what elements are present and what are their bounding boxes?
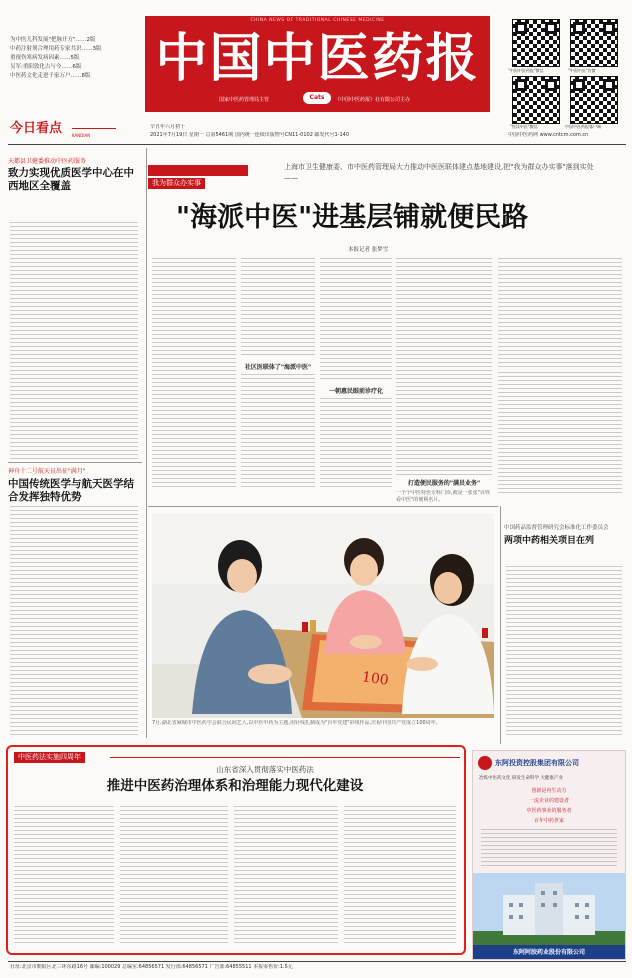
ad-bottom: 东阿阿胶药业股份有限公司 — [512, 949, 585, 956]
ad-line: 中医药事业的服务者 — [526, 808, 572, 814]
qr-label: "中国中医药报"微信 — [508, 68, 544, 73]
column-divider — [146, 148, 147, 738]
lead-tag — [148, 165, 248, 176]
body-text — [241, 374, 315, 490]
masthead-sponsor: 国家中医药管理局主管 — [219, 97, 270, 103]
qr-code-icon — [512, 76, 560, 124]
today-label-en: KANDIAN — [72, 133, 91, 138]
photo-caption: 7月,湖北省麻城市中医药学会联合民间艺人,以中医中药为主题,用针线扎制成为"百年党建"彩线作品,庆祝中国共产党成立100周年。 — [152, 720, 441, 726]
today-index — [10, 36, 140, 81]
ad-line: 百年中药世家 — [533, 818, 564, 824]
ad-body-text — [481, 829, 617, 869]
ad-slogan: 大健康产业 — [540, 776, 563, 781]
body-text — [120, 806, 228, 946]
body-text — [152, 258, 236, 490]
ad-logo-icon — [478, 756, 492, 770]
lead-note: 一个个中医特色专科门诊,就是一张张"百姓看中医"的便利名片。 — [396, 490, 490, 503]
right-brief — [504, 524, 624, 548]
lunar-date: 辛丑年六月初十 — [150, 124, 186, 130]
qr-label: 中国中医药报客户端 — [565, 124, 601, 129]
story-kicker: 神舟十二号航天员出征"满月" — [8, 468, 86, 475]
body-text — [506, 566, 622, 738]
feature-kicker: 山东省深入贯彻落实中医药法 — [216, 765, 314, 774]
ad-company: 东阿投资控股集团有限公司 — [495, 759, 579, 767]
index-item[interactable]: 为中医儿科发展"把脉开方"……2版 — [10, 37, 96, 43]
ad-slogan: 研发生命科学 — [511, 776, 539, 781]
divider — [8, 462, 142, 463]
masthead-title: 中国中医药报 — [155, 28, 480, 89]
news-photo — [152, 514, 494, 718]
website: 中国中医药网 www.cntcm.com.cn — [508, 132, 589, 138]
body-text — [344, 806, 456, 946]
index-item[interactable]: 吴军:重阳敦化古与今……6版 — [10, 64, 82, 70]
body-text — [234, 806, 338, 946]
brief-kicker: 中国药品监督管理研究会标准化工作委员会 — [504, 525, 609, 531]
ad-line: 创新是内生动力 — [531, 788, 567, 794]
divider — [72, 128, 116, 129]
index-item[interactable]: 中药注射剂合理用药专家共识……3版 — [10, 46, 102, 52]
body-text — [10, 506, 138, 738]
body-text — [241, 258, 315, 358]
index-item[interactable]: 中医药文化走进千家万户……8版 — [10, 73, 91, 79]
divider — [110, 757, 460, 758]
lead-subhead: 社区医联体了"海派中医" — [244, 364, 312, 371]
body-text — [10, 222, 138, 460]
body-text — [320, 258, 392, 382]
svg-text:100: 100 — [360, 669, 390, 689]
body-text — [498, 372, 622, 494]
lead-subhead: 一朝惠民眼前诊疗化 — [328, 388, 383, 395]
body-text — [396, 258, 492, 476]
body-text — [498, 258, 622, 368]
masthead-publisher: 《中国中医药报》社有限公司主办 — [335, 97, 411, 103]
masthead-banner — [145, 16, 490, 112]
ad-slogans — [479, 775, 619, 781]
lead-byline: 本报记者 张梦雪 — [348, 247, 389, 253]
lead-subhead: 打造便民服务的"满员业务" — [407, 480, 481, 487]
ad-line: 一流企业的建设者 — [528, 798, 569, 804]
left-story2 — [8, 466, 142, 504]
divider — [8, 144, 626, 145]
body-text — [14, 806, 114, 946]
qr-code-icon — [570, 76, 618, 124]
story-title[interactable]: 中国传统医学与航天医学结合发挥独特优势 — [8, 478, 134, 503]
masthead-english: CHINA NEWS OF TRADITIONAL CHINESE MEDICINE — [250, 18, 385, 23]
cats-logo-icon: Cats — [303, 92, 331, 104]
issue-info: 2021年7月19日 星期一 总第5461期 国内统一连续出版物号CN11-0102 邮发代号1-140 — [150, 132, 350, 138]
footer-info: 社址:北京市朝阳区北三环东路16号 邮编:100029 总编室:64856571 发行部:64856571 广告部:64855511 本报零售价:1.5元 — [10, 964, 293, 970]
today-label: 今日看点 — [10, 121, 63, 136]
brief-title[interactable]: 两项中药相关项目在列 — [504, 536, 595, 546]
qr-label: "中国中医"官微 — [568, 68, 596, 73]
divider — [148, 506, 498, 507]
lead-deck: 上海市卫生健康委、市中医药管理局大力推动中医医联体建点基地建设,把"我为群众办实事"落到实处—— — [284, 163, 594, 182]
qr-code-icon — [512, 19, 560, 67]
qr-label: "悦读中医"微信 — [510, 124, 538, 129]
story-kicker: 天都县卫健委推动中医药服务 — [8, 158, 87, 165]
lead-headline[interactable]: "海派中医"进基层铺就便民路 — [176, 202, 529, 233]
story-title[interactable]: 致力实现优质医学中心在中西地区全覆盖 — [8, 167, 134, 192]
feature-headline[interactable]: 推进中医药治理体系和治理能力现代化建设 — [106, 778, 364, 794]
lead-tag: 我为群众办实事 — [148, 178, 205, 189]
body-text — [320, 398, 392, 490]
index-item[interactable]: 重视伤寒病发病因素……5版 — [10, 55, 80, 61]
divider — [8, 961, 626, 962]
ad-slogan: 冶炼中医药文化 — [479, 776, 511, 781]
qr-code-icon — [570, 19, 618, 67]
feature-tag: 中医药法实施四周年 — [14, 752, 85, 763]
ad-panel[interactable] — [472, 750, 626, 960]
column-divider — [500, 506, 501, 744]
